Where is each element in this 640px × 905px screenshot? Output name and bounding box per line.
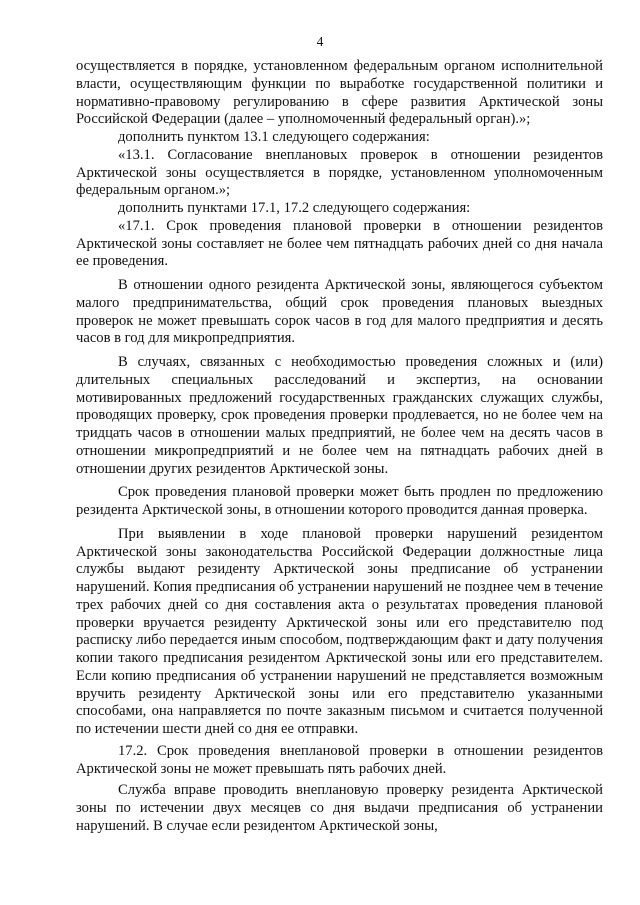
paragraph-continuation: осуществляется в порядке, установленном федеральным органом исполнительной власти, осуществляющим функции по выработке государственной политики и нормативно-правовому регулированию в сфере развития Арктической зоны Российской Федерации (далее – уполномоченный федеральный орган).»;	[76, 58, 603, 128]
page-number: 4	[316, 34, 324, 49]
paragraph-item-13-1: «13.1. Согласование внеплановых проверок в отношении резидентов Арктической зоны осуществляется в порядке, установленном уполномоченным федеральным органом.»;	[76, 146, 603, 199]
paragraph-amendment-17-intro: дополнить пунктами 17.1, 17.2 следующего содержания:	[118, 200, 471, 216]
paragraph-item-17-2: 17.2. Срок проведения внеплановой проверки в отношении резидентов Арктической зоны не может превышать пять рабочих дней.	[76, 742, 603, 777]
paragraph-unscheduled-inspection: Служба вправе проводить внеплановую проверку резидента Арктической зоны по истечении двух месяцев со дня выдачи предписания об устранении нарушений. В случае если резидентом Арктической зоны,	[76, 782, 603, 834]
paragraph-amendment-13-1-intro: дополнить пунктом 13.1 следующего содержания:	[118, 129, 430, 145]
paragraph-small-business-limit: В отношении одного резидента Арктической зоны, являющегося субъектом малого предпринимательства, общий срок проведения плановых выездных проверок не может превышать сорок часов в год для малого предприятия и десять часов в год для микропредприятия.	[76, 277, 603, 347]
paragraph-extension-on-request: Срок проведения плановой проверки может быть продлен по предложению резидента Арктической зоны, в отношении которого проводится данная проверка.	[76, 484, 603, 518]
paragraph-extension-cases: В случаях, связанных с необходимостью проведения сложных и (или) длительных специальных расследований и экспертиз, на основании мотивированных предложений государственных гражданских служащих службы, проводящих проверку, срок проведения проверки продлевается, но не более чем на тридцать часов в отношении малых предприятий, не более чем на десять часов в отношении микропредприятий и не более чем на пятнадцать рабочих дней в отношении других резидентов Арктической зоны.	[76, 354, 603, 477]
paragraph-violations-order: При выявлении в ходе плановой проверки нарушений резидентом Арктической зоны законодательства Российской Федерации должностные лица службы выдают резиденту Арктической зоны предписание об устранении нарушений. Копия предписания об устранении нарушений не позднее чем в течение трех рабочих дней со дня составления акта о результатах проведения плановой проверки вручается резиденту Арктической зоны или его представителю под расписку либо передается иным способом, подтверждающим факт и дату получения копии такого предписания резидентом Арктической зоны или его представителем. Если копию предписания об устранении нарушений не представляется возможным вручить резиденту Арктической зоны или его представителю указанными способами, она направляется по почте заказным письмом и считается полученной по истечении шести дней со дня ее отправки.	[76, 525, 603, 737]
paragraph-item-17-1: «17.1. Срок проведения плановой проверки в отношении резидентов Арктической зоны составляет не более чем пятнадцать рабочих дней со дня начала ее проведения.	[76, 217, 603, 270]
document-body	[76, 58, 603, 836]
